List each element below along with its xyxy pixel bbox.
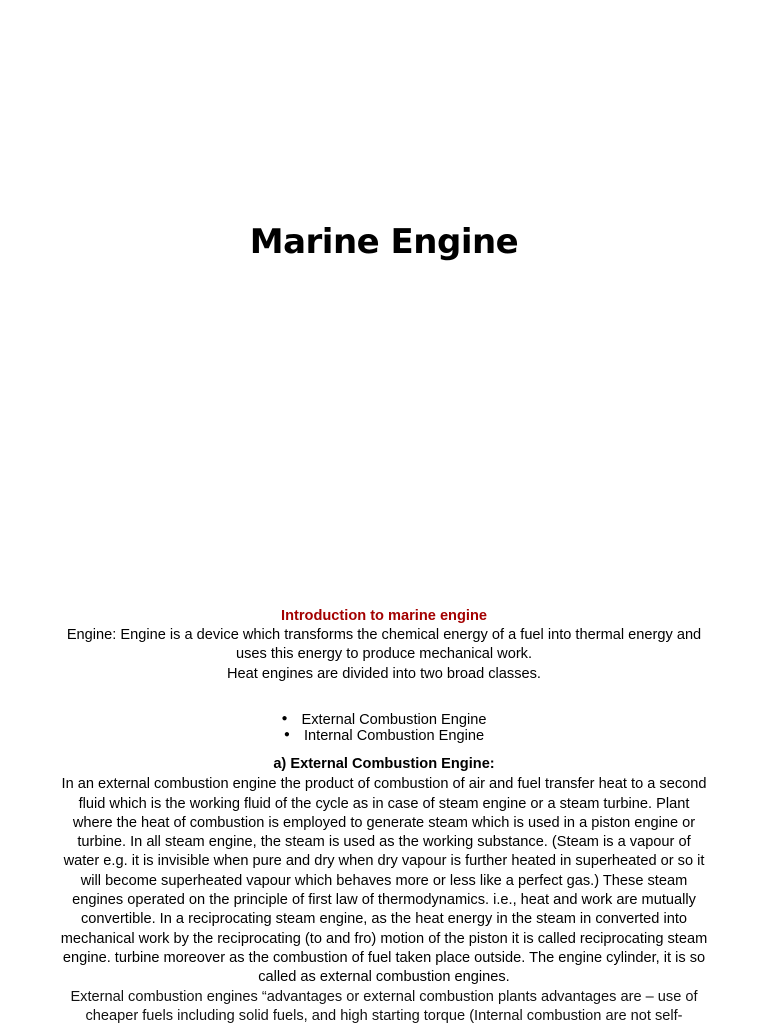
spacer — [58, 684, 710, 712]
list-item — [58, 712, 710, 729]
classes-paragraph: Heat engines are divided into two broad classes. — [58, 665, 710, 684]
intro-paragraph: Engine: Engine is a device which transforms the chemical energy of a fuel into thermal energy and uses this energy to produce mechanical work. — [58, 626, 710, 664]
bullet-icon: ● — [281, 711, 287, 728]
section-body: In an external combustion engine the product of combustion of air and fuel transfer heat to a second fluid which is the working fluid of the cycle as in case of steam engine or a steam turbine. Plant where the heat of combustion is employed to generate steam which is used in a piston engine or turbine. In all steam engine, the steam is used as the working substance. (Steam is a vapour of water e.g. it is invisible when pure and dry when dry vapour is further heated in superheated or so it will become superheated vapour which behaves more or less like a perfect gas.) These steam engines operated on the principle of first law of thermodynamics. i.e., heat and work are mutually convertible. In a reciprocating steam engine, as the heat energy in the steam in converted into mechanical work by the reciprocating (to and fro) motion of the piston it is called reciprocating steam engine. turbine moreover as the combustion of fuel taken place outside. The engine cylinder, it is so called as external combustion engines. — [58, 775, 710, 987]
intro-heading: Introduction to marine engine — [58, 607, 710, 626]
bullet-icon: ● — [284, 727, 290, 744]
advantages-paragraph: External combustion engines “advantages or external combustion plants advantages are – use of cheaper fuels including solid fuels, and high starting torque (Internal combustion are not self- — [58, 988, 710, 1026]
document-title: Marine Engine — [0, 222, 768, 262]
section-heading: a) External Combustion Engine: — [58, 755, 710, 774]
list-item-label: Internal Combustion Engine — [304, 729, 484, 745]
engine-class-list — [58, 712, 710, 745]
list-item — [58, 728, 710, 745]
document-body — [58, 607, 710, 1026]
list-item-label: External Combustion Engine — [302, 712, 487, 728]
